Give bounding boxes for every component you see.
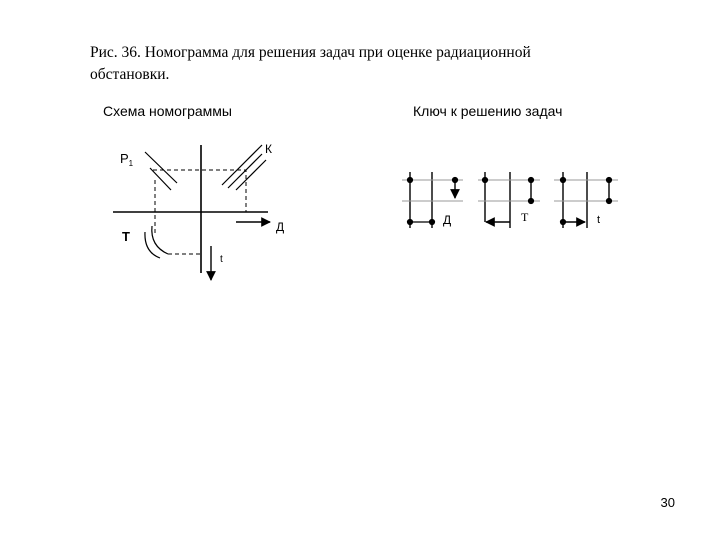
solution-key-title: Ключ к решению задач bbox=[413, 103, 563, 119]
t-lower-label: t bbox=[220, 254, 223, 265]
d-label: Д bbox=[276, 220, 285, 234]
nomogram-scheme-title: Схема номограммы bbox=[103, 103, 232, 119]
t-curve-1 bbox=[152, 226, 168, 254]
key-3-diagram bbox=[554, 172, 618, 228]
caption-line-1: Рис. 36. Номограмма для решения задач при оценке радиационной bbox=[90, 44, 531, 61]
solution-key-diagrams bbox=[402, 172, 618, 228]
k-label: К bbox=[265, 142, 272, 156]
caption-line-2: обстановки. bbox=[90, 66, 170, 83]
dashed-solution-path bbox=[153, 170, 246, 212]
k-diagonal-2 bbox=[228, 154, 262, 188]
key-2-diagram bbox=[478, 172, 540, 228]
k-diagonal-1 bbox=[222, 145, 262, 185]
p1-diagonal-long bbox=[145, 152, 177, 183]
key-1-label: Д bbox=[443, 213, 452, 227]
nomogram-scheme bbox=[113, 145, 270, 280]
key-3-label: t bbox=[597, 214, 601, 226]
page-number: 30 bbox=[660, 495, 675, 510]
key-1-diagram bbox=[402, 172, 463, 228]
p1-label: $Р_1$ bbox=[120, 151, 134, 168]
t-upper-label: Т bbox=[122, 229, 130, 244]
key-2-label: Т bbox=[521, 210, 529, 224]
p1-diagonal-short bbox=[150, 168, 171, 190]
